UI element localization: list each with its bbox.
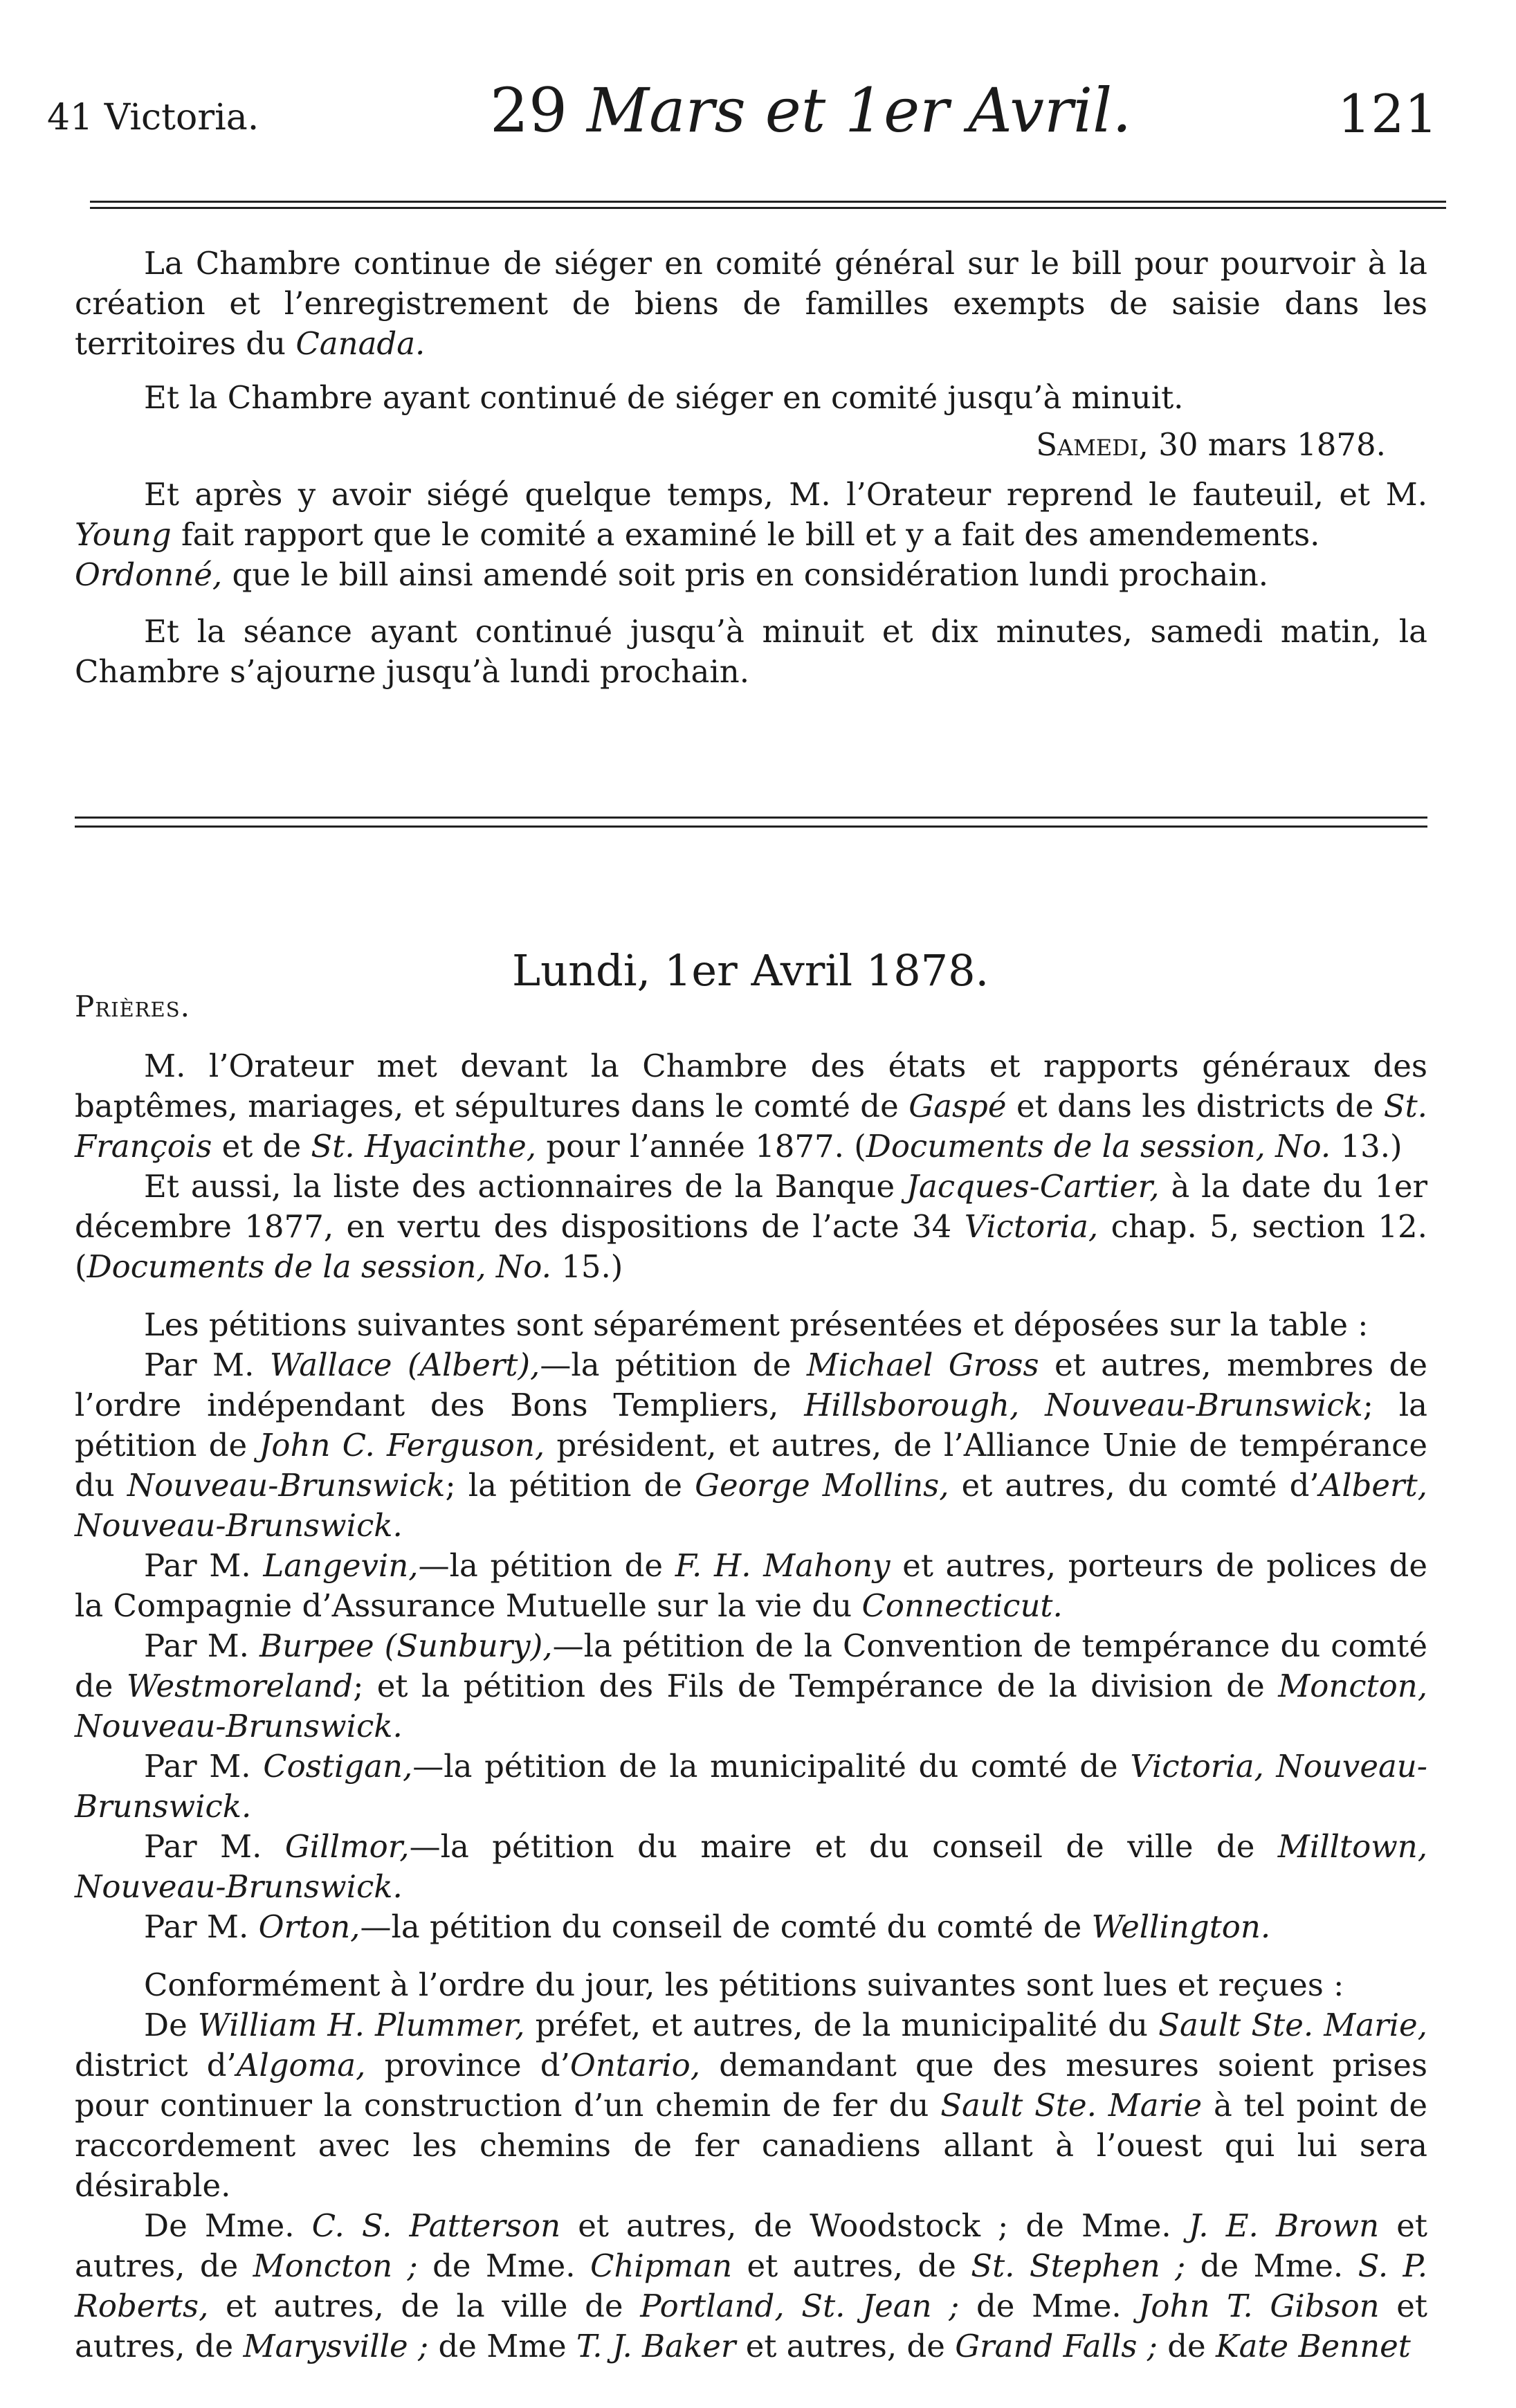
paragraph-patterson: De Mme. C. S. Patterson et autres, de Woodstock ; de Mme. J. E. Brown et autres, de Moncton ; de Mme. Chipman et autres, de St. Stephen ; de Mme. S. P. Roberts, et autres, de la ville de Portland, St. Jean ; de Mme. John T. Gibson et autres, de Marysville ; de Mme T. J. Baker et autres, de Grand Falls ; de Kate Bennet — [75, 2207, 1428, 2364]
section-monday — [75, 1046, 1427, 2366]
day-title: Lundi, 1er Avril 1878. — [512, 945, 989, 996]
page-number: 121 — [1337, 83, 1438, 145]
header-date — [490, 75, 1131, 146]
paragraph-shareholders: Et aussi, la liste des actionnaires de la Banque Jacques-Cartier, à la date du 1er décembre 1877, en vertu des dispositions de l’acte 34 Victoria, chap. 5, section 12. (Documents de la session, No. 15.) — [75, 1168, 1427, 1285]
header-rule — [90, 201, 1446, 209]
paragraph-plummer: De William H. Plummer, préfet, et autres, de la municipalité du Sault Ste. Marie, district d’Algoma, province d’Ontario, demandant que des mesures soient prises pour continuer la construction d’un chemin de fer du Sault Ste. Marie à tel point de raccordement avec les chemins de fer canadiens allant à l’ouest qui lui sera désirable. — [75, 2007, 1428, 2204]
header-volume: 41 Victoria. — [47, 97, 259, 138]
header-day: 29 — [490, 75, 567, 146]
header-date-rest: et 1er Avril. — [765, 75, 1132, 146]
paragraph-petition-langevin: Par M. Langevin,—la pétition de F. H. Mahony et autres, porteurs de polices de la Compagnie d’Assurance Mutuelle sur la vie du Connecticut. — [75, 1547, 1427, 1624]
section-divider — [75, 817, 1427, 828]
paragraph-petitions-intro: Les pétitions suivantes sont séparément présentées et déposées sur la table : — [144, 1306, 1369, 1343]
paragraph-report — [75, 475, 1427, 595]
date-day: Samedi, — [1036, 426, 1149, 463]
paragraph-midnight: Et la Chambre ayant continué de siéger en comité jusqu’à minuit. — [144, 379, 1184, 416]
date-value: 30 mars 1878. — [1158, 426, 1386, 463]
text: La Chambre continue de siéger en comité général sur le bill pour pourvoir à la création et l’enregistrement de biens de familles exempts de saisie dans les territoires du — [75, 245, 1427, 362]
paragraph-petition-burpee: Par M. Burpee (Sunbury),—la pétition de la Convention de tempérance du comté de Westmoreland; et la pétition des Fils de Tempérance de la division de Moncton, Nouveau-Brunswick. — [75, 1627, 1428, 1744]
paragraph-adjourn: Et la séance ayant continué jusqu’à minuit et dix minutes, samedi matin, la Chambre s’ajourne jusqu’à lundi prochain. — [75, 613, 1427, 690]
section-saturday — [75, 244, 1427, 692]
paragraph-petition-orton: Par M. Orton,—la pétition du conseil de comté du comté de Wellington. — [144, 1908, 1271, 1945]
paragraph-petition-wallace: Par M. Wallace (Albert),—la pétition de Michael Gross et autres, membres de l’ordre indépendant des Bons Templiers, Hillsborough, Nouveau-Brunswick; la pétition de John C. Ferguson, président, et autres, de l’Alliance Unie de tempérance du Nouveau-Brunswick; la pétition de George Mollins, et autres, du comté d’Albert, Nouveau-Brunswick. — [75, 1347, 1427, 1544]
header-month: Mars — [586, 75, 746, 146]
text-italic: Ordonné, — [75, 556, 223, 593]
paragraph-petition-costigan: Par M. Costigan,—la pétition de la municipalité du comté de Victoria, Nouveau-Brunswick. — [75, 1748, 1427, 1825]
text: que le bill ainsi amendé soit pris en considération lundi prochain. — [232, 556, 1269, 593]
date-line — [75, 425, 1427, 465]
paragraph-committee — [75, 244, 1427, 364]
paragraph-returns: M. l’Orateur met devant la Chambre des états et rapports généraux des baptêmes, mariages, et sépultures dans le comté de Gaspé et dans les districts de St. François et de St. Hyacinthe, pour l’année 1877. (Documents de la session, No. 13.) — [75, 1048, 1427, 1165]
paragraph-petition-gillmor: Par M. Gillmor,—la pétition du maire et du conseil de ville de Milltown, Nouveau-Brunswick. — [75, 1828, 1427, 1905]
text-italic: Young — [75, 516, 172, 553]
paragraph-read-intro: Conformément à l’ordre du jour, les pétitions suivantes sont lues et reçues : — [144, 1967, 1344, 2003]
text: Et après y avoir siégé quelque temps, M. l’Orateur reprend le fauteuil, et M. — [144, 476, 1427, 513]
prayers-label: Prières. — [75, 989, 190, 1023]
running-header — [47, 75, 1438, 151]
text-italic: Canada. — [295, 325, 426, 362]
text: fait rapport que le comité a examiné le bill et y a fait des amendements. — [181, 516, 1320, 553]
